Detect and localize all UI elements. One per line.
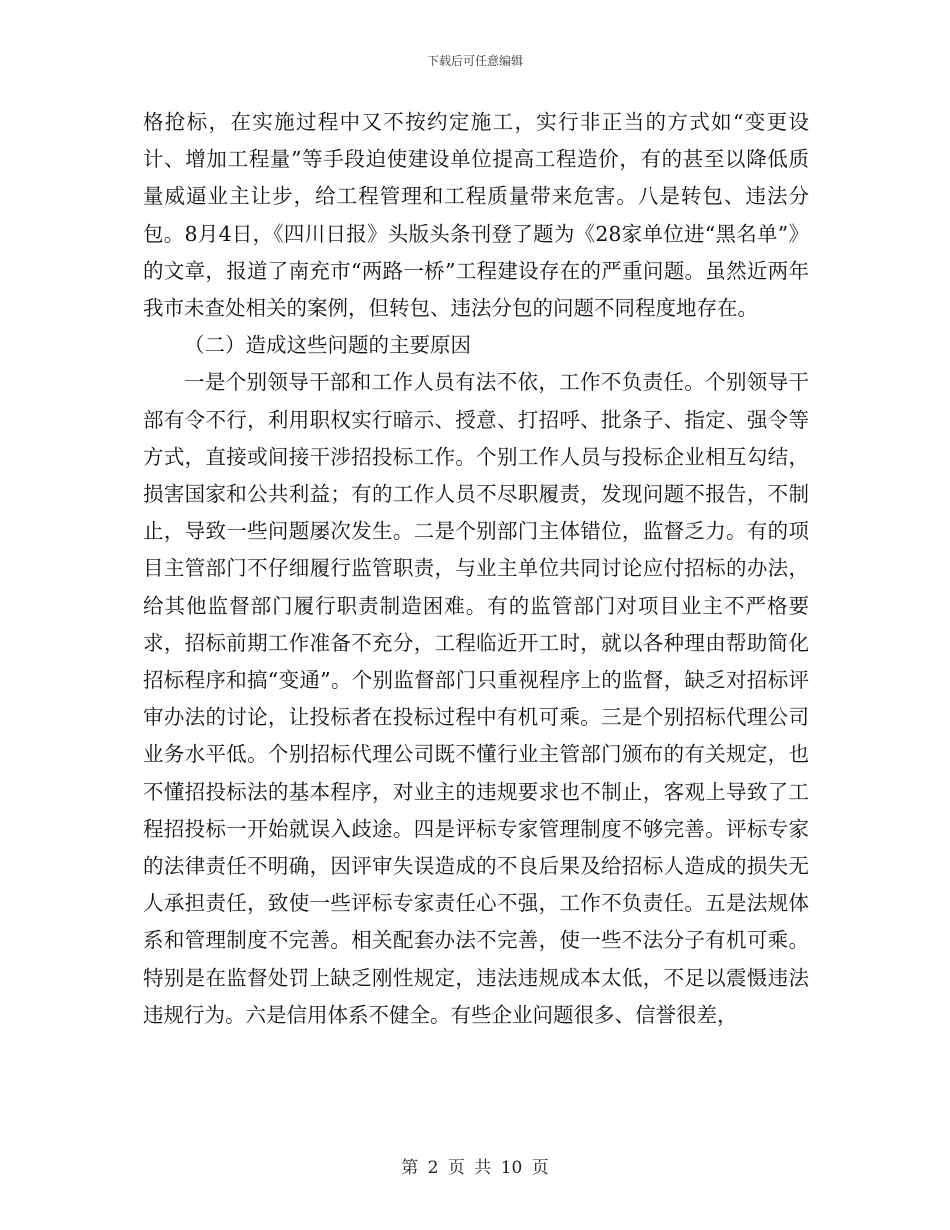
page-number-footer: 第 2 页 共 10 页: [401, 1158, 549, 1178]
page-header: 下载后可任意编辑: [426, 54, 523, 68]
paragraph-continuation: 格抢标，在实施过程中又不按约定施工，实行非正当的方式如“变更设计、增加工程量”等手段迫使建设单位提高工程造价，有的甚至以降低质量威逼业主让步，给工程管理和工程质量带来危害。八是转包、违法分包。8月4日，《四川日报》头版头条刊登了题为《28家单位进“黑名单”》的文章，报道了南充市“两路一桥”工程建设存在的严重问题。虽然近两年我市未查处相关的案例，但转包、违法分包的问题不同程度地存在。: [143, 110, 809, 321]
paragraph-main-causes: 一是个别领导干部和工作人员有法不依，工作不负责任。个别领导干部有令不行，利用职权实行暗示、授意、打招呼、批条子、指定、强令等方式，直接或间接干涉招投标工作。个别工作人员与投标企业相互勾结，损害国家和公共利益；有的工作人员不尽职履责，发现问题不报告，不制止，导致一些问题屡次发生。二是个别部门主体错位，监督乏力。有的项目主管部门不仔细履行监管职责，与业主单位共同讨论应付招标的办法，给其他监督部门履行职责制造困难。有的监管部门对项目业主不严格要求，招标前期工作准备不充分，工程临近开工时，就以各种理由帮助简化招标程序和搞“变通”。个别监督部门只重视程序上的监督，缺乏对招标评审办法的讨论，让投标者在投标过程中有机可乘。三是个别招标代理公司业务水平低。个别招标代理公司既不懂行业主管部门颁布的有关规定，也不懂招投标法的基本程序，对业主的违规要求也不制止，客观上导致了工程招投标一开始就误入歧途。四是评标专家管理制度不够完善。评标专家的法律责任不明确，因评审失误造成的不良后果及给招标人造成的损失无人承担责任，致使一些评标专家责任心不强，工作不负责任。五是法规体系和管理制度不完善。相关配套办法不完善，使一些不法分子有机可乘。特别是在监督处罚上缺乏刚性规定，违法违规成本太低，不足以震慑违法违规行为。六是信用体系不健全。有些企业问题很多、信誉很差，: [143, 370, 809, 1027]
document-body: [143, 104, 809, 1034]
section-heading: （二）造成这些问题的主要原因: [184, 333, 471, 358]
